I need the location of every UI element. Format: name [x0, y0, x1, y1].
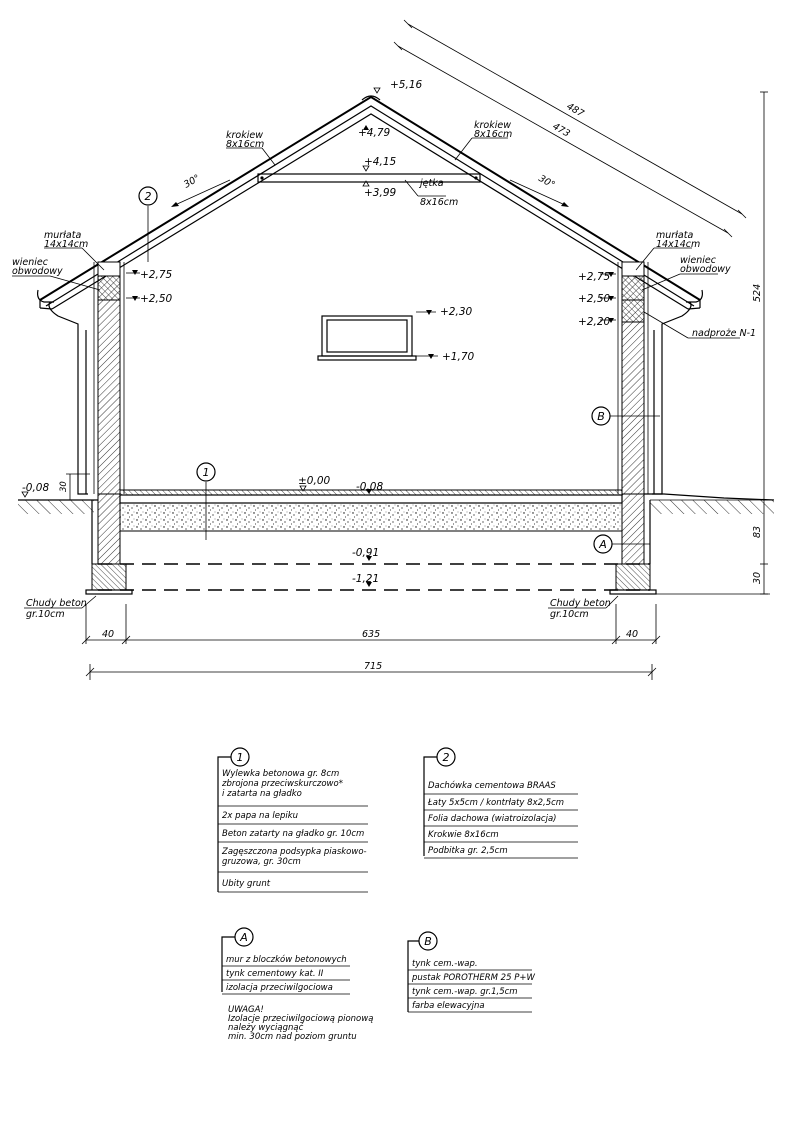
lean-left-label: Chudy beton: [26, 598, 87, 609]
ground-step-dim: 30: [59, 481, 69, 492]
level-zero: ±0,00: [298, 475, 331, 487]
dimension-lines: [66, 20, 770, 680]
ring-beam-right: [622, 276, 644, 300]
downpipe-right: [652, 302, 691, 494]
level-window-bottom: +1,70: [442, 351, 475, 363]
svg-text:Beton zatarty na gładko gr. 10: Beton zatarty na gładko gr. 10cm: [222, 829, 365, 839]
tag-1: 1: [202, 466, 210, 479]
svg-text:Zagęszczona podsypka piaskowo-: Zagęszczona podsypka piaskowo-: [222, 847, 367, 857]
level-ground: -0,08: [22, 482, 50, 494]
plate-left-size: 14x14cm: [44, 239, 89, 250]
collar-label: jętka: [420, 178, 444, 189]
svg-text:izolacja przeciwilgociowa: izolacja przeciwilgociowa: [226, 983, 333, 993]
level-lintel: +2,20: [578, 316, 611, 328]
legend-roof: [424, 748, 578, 858]
window: [318, 316, 416, 360]
dim-found-depth: 83: [752, 525, 763, 538]
lean-left-thickness: gr.10cm: [26, 609, 65, 620]
svg-text:mur z bloczków betonowych: mur z bloczków betonowych: [226, 955, 347, 965]
rafter-right-label: krokiew: [474, 120, 511, 131]
svg-text:Dachówka cementowa BRAAS: Dachówka cementowa BRAAS: [428, 781, 556, 791]
svg-text:min. 30cm nad poziom gruntu: min. 30cm nad poziom gruntu: [228, 1032, 357, 1042]
svg-text:Łaty 5x5cm / kontrłaty 8x2,5cm: Łaty 5x5cm / kontrłaty 8x2,5cm: [428, 798, 565, 808]
plate-right-label: murłata: [656, 230, 694, 241]
level-ridge: +5,16: [390, 79, 423, 91]
ring-left-label: wieniec: [12, 257, 48, 268]
dim-roof-inner: 473: [550, 121, 572, 140]
plate-right-size: 14x14cm: [656, 239, 701, 250]
level-floor: -0,08: [356, 481, 384, 493]
level-plate-left: +2,75: [140, 269, 173, 281]
dim-interior: 635: [362, 629, 381, 640]
svg-text:2x papa na lepiku: 2x papa na lepiku: [222, 811, 299, 821]
collar-size: 8x16cm: [420, 197, 459, 208]
angle-right: 30°: [536, 173, 557, 192]
legend-roof-tag: 2: [442, 751, 450, 764]
dim-total: 715: [364, 661, 383, 672]
svg-text:pustak POROTHERM 25 P+W: pustak POROTHERM 25 P+W: [412, 973, 535, 983]
svg-text:należy wyciągnąć: należy wyciągnąć: [228, 1023, 304, 1033]
level-ring-left: +2,50: [140, 293, 173, 305]
legend-foundation: [222, 928, 373, 1042]
level-found-top: -0,91: [352, 547, 380, 559]
lintel-label: nadproże N-1: [692, 328, 757, 339]
legend-floor: [218, 748, 368, 892]
collar-beam: [258, 174, 480, 182]
tag-b: B: [597, 410, 605, 423]
svg-text:farba elewacyjna: farba elewacyjna: [412, 1001, 485, 1011]
tags: [139, 187, 612, 553]
legend-foundation-tag: A: [240, 931, 248, 944]
svg-text:Folia dachowa (wiatroizolacja): Folia dachowa (wiatroizolacja): [428, 814, 557, 824]
level-collar-bottom: +3,99: [364, 187, 397, 199]
svg-text:i zatarta na gładko: i zatarta na gładko: [222, 789, 302, 799]
rafter-right-size: 8x16cm: [474, 129, 513, 140]
legend-wall-tag: B: [424, 935, 432, 948]
dim-wall-right: 40: [626, 629, 639, 640]
level-window-top: +2,30: [440, 306, 473, 318]
level-plate-right: +2,75: [578, 271, 611, 283]
lean-right-label: Chudy beton: [550, 598, 611, 609]
lintel-right: [622, 300, 644, 322]
rafter-left-size: 8x16cm: [226, 139, 265, 150]
dim-roof-outer: 487: [564, 101, 586, 120]
downpipe-left: [49, 302, 88, 494]
svg-text:tynk cem.-wap. gr.1,5cm: tynk cem.-wap. gr.1,5cm: [412, 987, 518, 997]
dim-wall-left: 40: [102, 629, 115, 640]
svg-text:Wylewka betonowa gr. 8cm: Wylewka betonowa gr. 8cm: [222, 769, 340, 779]
level-ridge-inner: +4,79: [358, 127, 391, 139]
svg-text:Krokwie 8x16cm: Krokwie 8x16cm: [428, 830, 499, 840]
legend-wall: [408, 932, 535, 1012]
dim-height: 524: [752, 283, 763, 302]
legend-floor-tag: 1: [236, 751, 244, 764]
angle-left: 30°: [182, 172, 203, 191]
tag-a: A: [599, 538, 607, 551]
level-found-bottom: -1,21: [352, 573, 380, 585]
lean-right-thickness: gr.10cm: [550, 609, 589, 620]
svg-text:tynk cementowy kat. II: tynk cementowy kat. II: [226, 969, 324, 979]
plate-left-label: murłata: [44, 230, 82, 241]
ring-beam-left: [98, 276, 120, 300]
note-title: UWAGA!: [228, 1005, 264, 1015]
dim-found-foot: 30: [752, 571, 763, 584]
svg-text:Podbitka gr. 2,5cm: Podbitka gr. 2,5cm: [428, 846, 508, 856]
level-collar-top: +4,15: [364, 156, 397, 168]
svg-text:Ubity grunt: Ubity grunt: [222, 879, 271, 889]
tag-2: 2: [144, 190, 152, 203]
ring-right-label2: obwodowy: [680, 264, 731, 275]
svg-text:gruzowa, gr. 30cm: gruzowa, gr. 30cm: [222, 857, 301, 867]
svg-text:zbrojona przeciwskurczowo*: zbrojona przeciwskurczowo*: [222, 779, 343, 789]
svg-text:tynk cem.-wap.: tynk cem.-wap.: [412, 959, 478, 969]
svg-text:Izolacje przeciwilgociową pion: Izolacje przeciwilgociową pionową: [228, 1014, 374, 1024]
ring-right-label: wieniec: [680, 255, 716, 266]
level-ring-right: +2,50: [578, 293, 611, 305]
rafter-left-label: krokiew: [226, 130, 263, 141]
ring-left-label2: obwodowy: [12, 266, 63, 277]
